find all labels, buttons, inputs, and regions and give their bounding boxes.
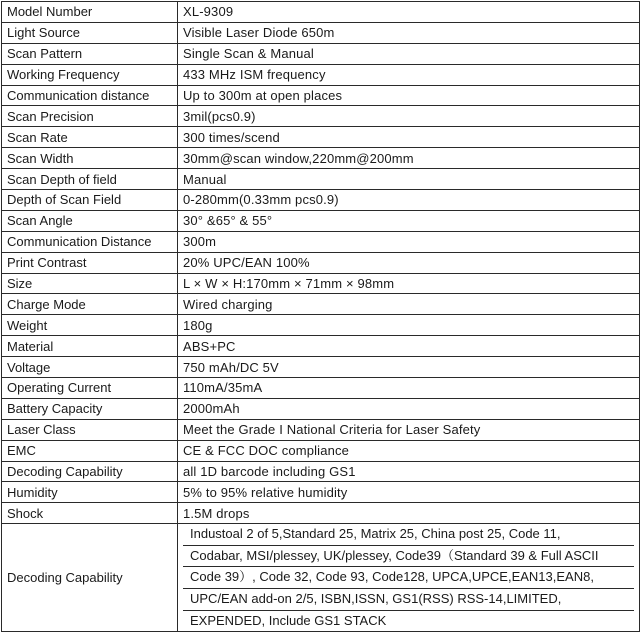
table-row <box>2 85 640 106</box>
table-row <box>2 378 640 399</box>
spec-label: Decoding Capability <box>2 461 178 482</box>
spec-value: 300 times/scend <box>178 127 640 148</box>
table-row <box>2 294 640 315</box>
spec-label: Communication Distance <box>2 231 178 252</box>
spec-label: Humidity <box>2 482 178 503</box>
spec-value: 5% to 95% relative humidity <box>178 482 640 503</box>
spec-label: Laser Class <box>2 419 178 440</box>
decoding-line: EXPENDED, Include GS1 STACK <box>190 612 387 628</box>
spec-value: L × W × H:170mm × 71mm × 98mm <box>178 273 640 294</box>
spec-value: 300m <box>178 231 640 252</box>
table-row <box>2 440 640 461</box>
spec-label: Light Source <box>2 22 178 43</box>
decoding-line: Industoal 2 of 5,Standard 25, Matrix 25, China post 25, Code 11, <box>183 524 634 546</box>
spec-label: Communication distance <box>2 85 178 106</box>
spec-label: Battery Capacity <box>2 398 178 419</box>
spec-label: Model Number <box>2 2 178 23</box>
table-row <box>2 461 640 482</box>
spec-value: 20% UPC/EAN 100% <box>178 252 640 273</box>
decoding-capability-row <box>2 524 640 632</box>
table-row <box>2 43 640 64</box>
spec-label: Material <box>2 336 178 357</box>
spec-value: 30° &65° & 55° <box>178 210 640 231</box>
spec-label: Weight <box>2 315 178 336</box>
decoding-line: Codabar, MSI/plessey, UK/plessey, Code39（Standard 39 & Full ASCII <box>183 546 634 568</box>
spec-label: Voltage <box>2 357 178 378</box>
table-row <box>2 2 640 23</box>
spec-value: ABS+PC <box>178 336 640 357</box>
spec-value: 110mA/35mA <box>178 378 640 399</box>
spec-value: 1.5M drops <box>178 503 640 524</box>
spec-label: Size <box>2 273 178 294</box>
spec-value: 2000mAh <box>178 398 640 419</box>
spec-label: Charge Mode <box>2 294 178 315</box>
table-row <box>2 419 640 440</box>
table-row <box>2 357 640 378</box>
table-row <box>2 169 640 190</box>
table-row <box>2 190 640 211</box>
decoding-capability-label: Decoding Capability <box>2 524 178 632</box>
decoding-line: UPC/EAN add-on 2/5, ISBN,ISSN, GS1(RSS) RSS-14,LIMITED, <box>183 589 634 611</box>
table-row <box>2 64 640 85</box>
spec-value: CE & FCC DOC compliance <box>178 440 640 461</box>
spec-value: Visible Laser Diode 650m <box>178 22 640 43</box>
table-row <box>2 22 640 43</box>
spec-label: Working Frequency <box>2 64 178 85</box>
table-row <box>2 231 640 252</box>
table-row <box>2 148 640 169</box>
spec-value: Meet the Grade I National Criteria for Laser Safety <box>178 419 640 440</box>
spec-label: Scan Pattern <box>2 43 178 64</box>
decoding-line: Code 39）, Code 32, Code 93, Code128, UPCA,UPCE,EAN13,EAN8, <box>183 567 634 589</box>
table-row <box>2 503 640 524</box>
spec-label: Scan Precision <box>2 106 178 127</box>
spec-value: 30mm@scan window,220mm@200mm <box>178 148 640 169</box>
table-row <box>2 482 640 503</box>
spec-label: Scan Depth of field <box>2 169 178 190</box>
spec-label: EMC <box>2 440 178 461</box>
spec-value: 433 MHz ISM frequency <box>178 64 640 85</box>
table-row <box>2 273 640 294</box>
spec-value: XL-9309 <box>178 2 640 23</box>
spec-value: 750 mAh/DC 5V <box>178 357 640 378</box>
table-row <box>2 336 640 357</box>
decoding-capability-list <box>178 524 640 632</box>
table-row <box>2 398 640 419</box>
spec-value: 180g <box>178 315 640 336</box>
spec-value: Manual <box>178 169 640 190</box>
spec-label: Shock <box>2 503 178 524</box>
spec-value: 0-280mm(0.33mm pcs0.9) <box>178 190 640 211</box>
specification-table-body <box>2 2 640 632</box>
specification-table <box>1 1 640 632</box>
table-row <box>2 210 640 231</box>
spec-value: Single Scan & Manual <box>178 43 640 64</box>
table-row <box>2 106 640 127</box>
table-row <box>2 252 640 273</box>
spec-label: Depth of Scan Field <box>2 190 178 211</box>
spec-label: Print Contrast <box>2 252 178 273</box>
spec-value: Wired charging <box>178 294 640 315</box>
spec-value: Up to 300m at open places <box>178 85 640 106</box>
spec-value: all 1D barcode including GS1 <box>178 461 640 482</box>
table-row <box>2 315 640 336</box>
spec-label: Operating Current <box>2 378 178 399</box>
spec-label: Scan Width <box>2 148 178 169</box>
table-row <box>2 127 640 148</box>
spec-label: Scan Rate <box>2 127 178 148</box>
spec-value: 3mil(pcs0.9) <box>178 106 640 127</box>
spec-label: Scan Angle <box>2 210 178 231</box>
